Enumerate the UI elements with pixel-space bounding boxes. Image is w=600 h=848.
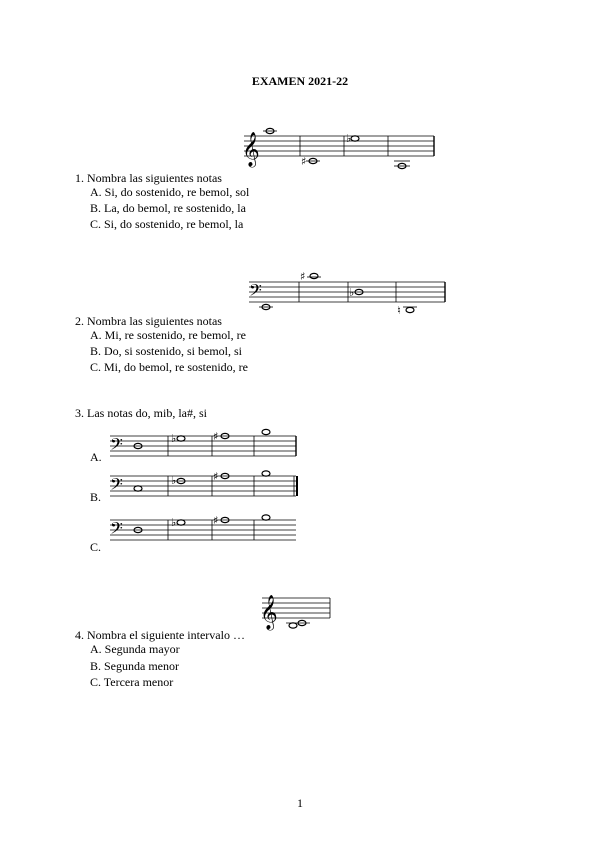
- q3c-staff-bass: [106, 512, 302, 548]
- page-number: 1: [297, 796, 303, 810]
- note-whole: [262, 471, 270, 476]
- q2-staff-bass: [245, 268, 450, 320]
- note-whole: [171, 516, 185, 529]
- sharp-icon: ♯: [301, 155, 307, 168]
- note-whole: [259, 304, 273, 309]
- question-1-option-c[interactable]: C. Si, do sostenido, re bemol, la: [90, 217, 244, 231]
- note-whole: [301, 155, 320, 168]
- sharp-icon: ♯: [213, 514, 219, 527]
- question-4-option-b[interactable]: B. Segunda menor: [90, 659, 179, 673]
- q3a-staff-bass: [106, 428, 302, 464]
- question-4-option-c[interactable]: C. Tercera menor: [90, 675, 174, 689]
- sharp-icon: ♯: [213, 430, 219, 443]
- sharp-icon: ♯: [300, 270, 306, 283]
- question-2-text: 2. Nombra las siguientes notas: [75, 314, 222, 328]
- question-3-option-a[interactable]: A.: [90, 450, 102, 464]
- question-3-option-c[interactable]: C.: [90, 540, 102, 554]
- question-2-option-b[interactable]: B. Do, si sostenido, si bemol, si: [90, 344, 243, 358]
- natural-icon: ♮: [397, 304, 401, 317]
- note-whole: [300, 270, 321, 283]
- exam-title: EXAMEN 2021-22: [251, 74, 349, 88]
- question-1-option-b[interactable]: B. La, do bemol, re sostenido, la: [90, 201, 246, 215]
- question-3-text: 3. Las notas do, mib, la#, si: [75, 406, 207, 420]
- q4-staff-treble: [258, 590, 336, 638]
- note-whole: [262, 429, 270, 434]
- note-whole: [263, 128, 277, 133]
- note-whole: [289, 623, 297, 628]
- flat-icon: ♭: [171, 432, 177, 445]
- note-whole: [134, 486, 142, 491]
- question-2-option-c[interactable]: C. Mi, do bemol, re sostenido, re: [90, 360, 248, 374]
- bass-clef-icon: 𝄢: [110, 518, 123, 542]
- sharp-icon: ♯: [213, 470, 219, 483]
- flat-icon: ♭: [171, 474, 177, 487]
- question-1-option-a[interactable]: A. Si, do sostenido, re bemol, sol: [90, 185, 250, 199]
- note-whole: [346, 132, 359, 145]
- note-whole: [171, 432, 185, 445]
- question-3-option-b[interactable]: B.: [90, 490, 102, 504]
- q3b-staff-bass: [106, 468, 302, 504]
- note-whole: [397, 304, 417, 317]
- question-4-text: 4. Nombra el siguiente intervalo …: [75, 628, 245, 642]
- treble-clef-icon: 𝄞: [242, 132, 260, 167]
- flat-icon: ♭: [171, 516, 177, 529]
- bass-clef-icon: 𝄢: [110, 434, 123, 458]
- bass-clef-icon: 𝄢: [249, 280, 262, 304]
- flat-icon: ♭: [346, 132, 352, 145]
- question-2-option-a[interactable]: A. Mi, re sostenido, re bemol, re: [90, 328, 246, 342]
- treble-clef-icon: 𝄞: [260, 595, 278, 630]
- question-1-text: 1. Nombra las siguientes notas: [75, 171, 222, 185]
- q1-staff-treble: [238, 128, 440, 176]
- note-whole: [394, 161, 410, 169]
- question-4-option-a[interactable]: A. Segunda mayor: [90, 642, 180, 656]
- flat-icon: ♭: [349, 286, 355, 299]
- note-whole: [262, 515, 270, 520]
- bass-clef-icon: 𝄢: [110, 474, 123, 498]
